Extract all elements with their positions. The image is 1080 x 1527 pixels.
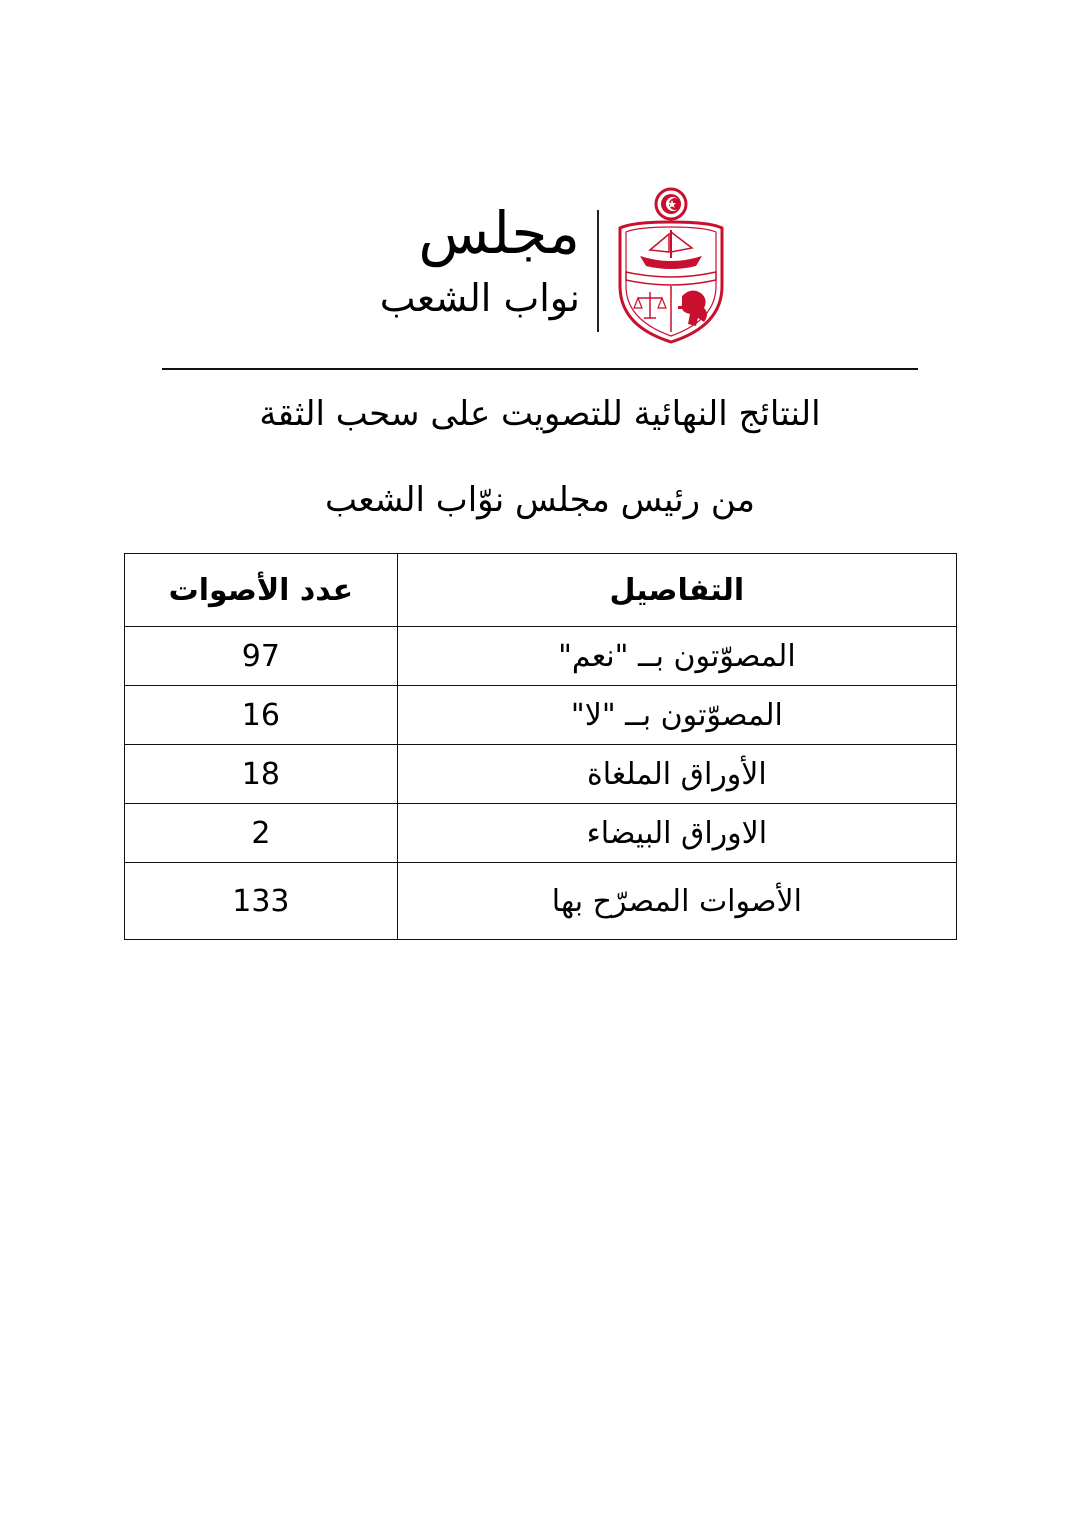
row-value: 2 (125, 804, 398, 863)
table-row (125, 863, 957, 940)
table-row (125, 627, 957, 686)
header (0, 180, 1080, 350)
table-row (125, 686, 957, 745)
row-value: 97 (125, 627, 398, 686)
table-row (125, 745, 957, 804)
row-label: الأصوات المصرّح بها (397, 863, 956, 940)
org-name: مجلس (418, 199, 580, 267)
row-value: 133 (125, 863, 398, 940)
table-header-row (125, 554, 957, 627)
row-value: 18 (125, 745, 398, 804)
column-header-details: التفاصيل (397, 554, 956, 627)
row-label: المصوّتون بــ "نعم" (397, 627, 956, 686)
document-title-line-1: النتائج النهائية للتصويت على سحب الثقة (259, 394, 821, 434)
results-table (124, 553, 957, 940)
row-value: 16 (125, 686, 398, 745)
table-row (125, 804, 957, 863)
row-label: الأوراق الملغاة (397, 745, 956, 804)
row-label: الاوراق البيضاء (397, 804, 956, 863)
header-divider (597, 210, 599, 332)
header-rule (162, 368, 918, 370)
coat-of-arms-icon (612, 186, 730, 346)
row-label: المصوّتون بــ "لا" (397, 686, 956, 745)
org-subtitle: نواب الشعب (379, 276, 580, 320)
column-header-votes: عدد الأصوات (125, 554, 398, 627)
document-title-line-2: من رئيس مجلس نوّاب الشعب (325, 480, 755, 520)
